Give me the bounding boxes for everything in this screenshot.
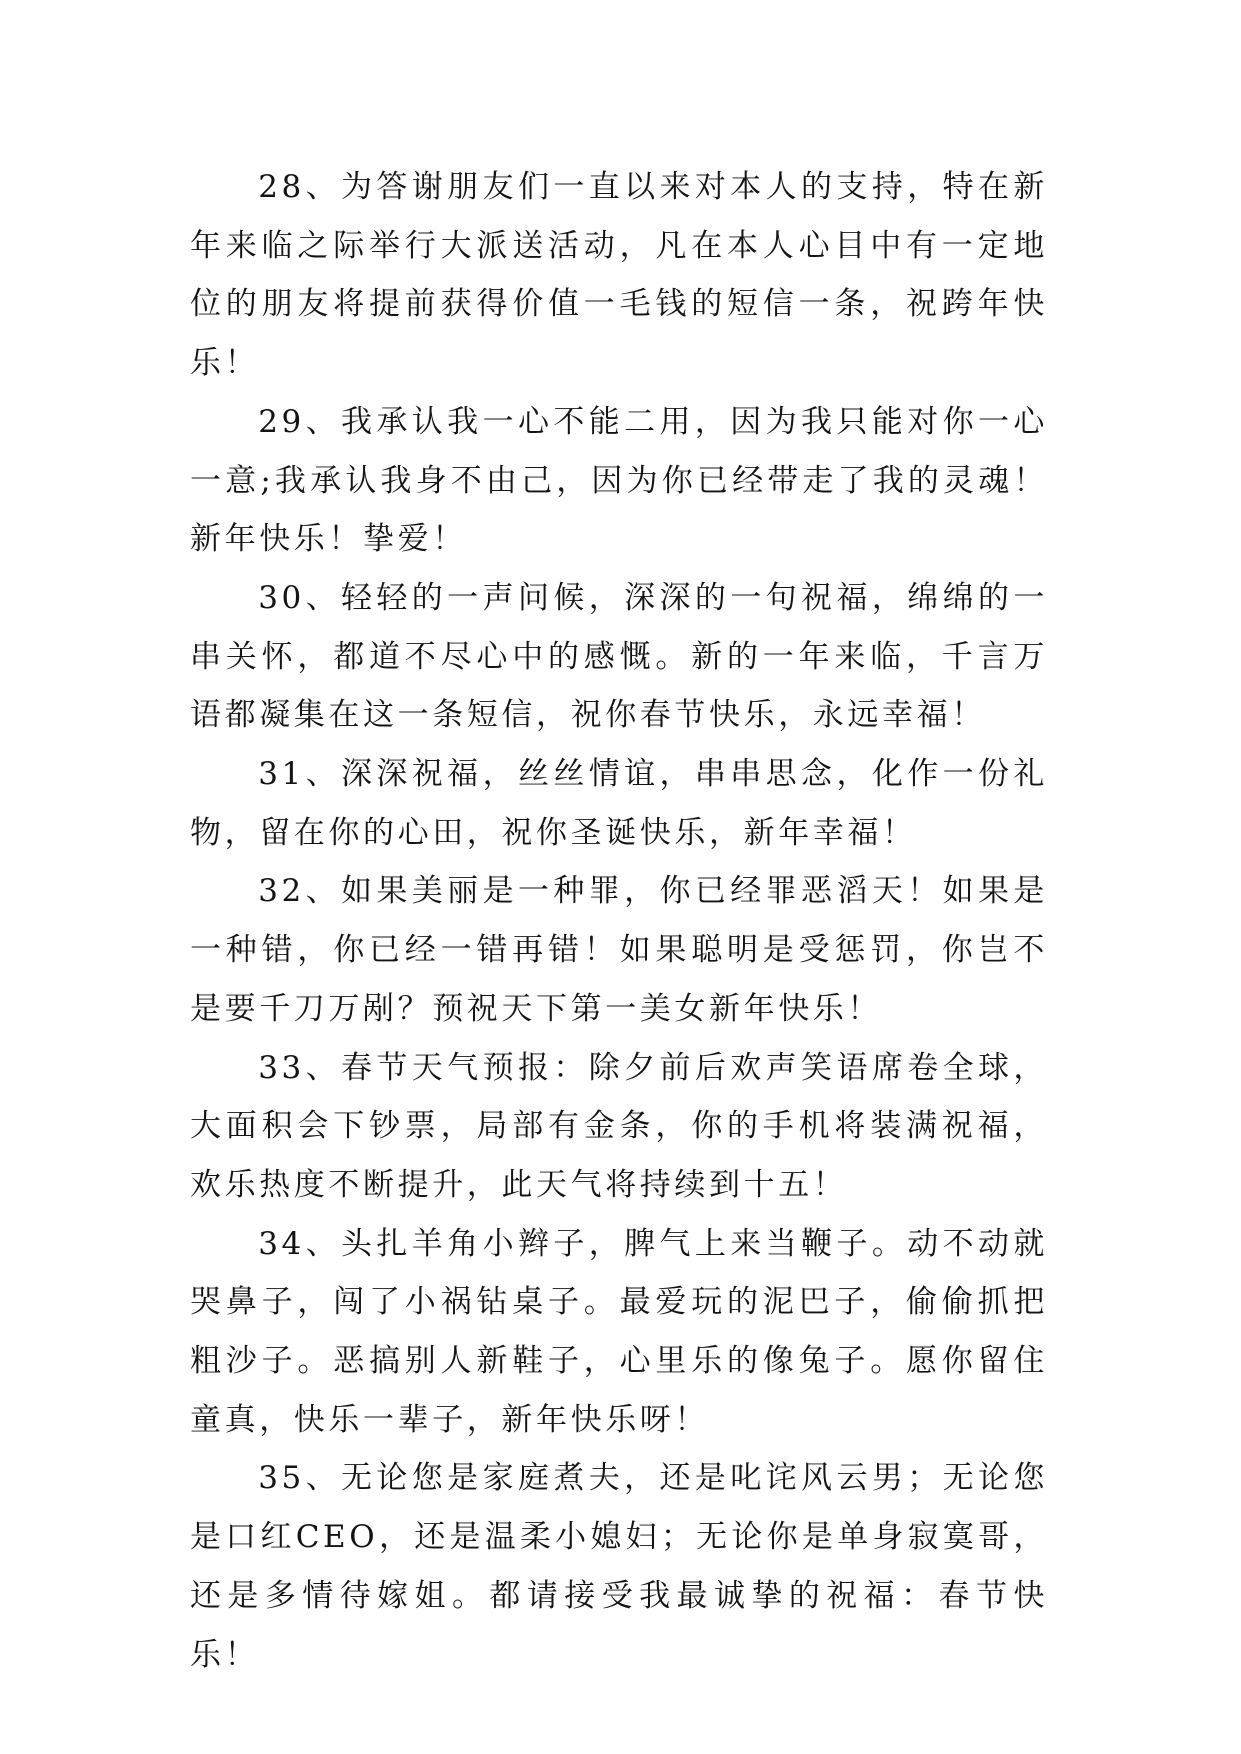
paragraph-35: 35、无论您是家庭煮夫，还是叱诧风云男；无论您是口红CEO，还是温柔小媳妇；无论你是单身寂寞哥，还是多情待嫁姐。都请接受我最诚挚的祝福：春节快乐！ bbox=[190, 1460, 1048, 1673]
paragraph-30: 30、轻轻的一声问候，深深的一句祝福，绵绵的一串关怀，都道不尽心中的感慨。新的一年来临，千言万语都凝集在这一条短信，祝你春节快乐，永远幸福！ bbox=[190, 579, 1048, 734]
paragraph-34: 34、头扎羊角小辫子，脾气上来当鞭子。动不动就哭鼻子，闯了小祸钻桌子。最爱玩的泥巴子，偷偷抓把粗沙子。恶搞别人新鞋子，心里乐的像兔子。愿你留住童真，快乐一辈子，新年快乐呀！ bbox=[190, 1225, 1048, 1438]
paragraph-29: 29、我承认我一心不能二用，因为我只能对你一心一意;我承认我身不由己，因为你已经带走了我的灵魂！新年快乐！挚爱！ bbox=[190, 403, 1048, 558]
document-body bbox=[190, 158, 1048, 1684]
paragraph-28: 28、为答谢朋友们一直以来对本人的支持，特在新年来临之际举行大派送活动，凡在本人心目中有一定地位的朋友将提前获得价值一毛钱的短信一条，祝跨年快乐！ bbox=[190, 169, 1048, 382]
paragraph-31: 31、深深祝福，丝丝情谊，串串思念，化作一份礼物，留在你的心田，祝你圣诞快乐，新年幸福！ bbox=[190, 756, 1048, 851]
paragraph-32: 32、如果美丽是一种罪，你已经罪恶滔天！如果是一种错，你已经一错再错！如果聪明是受惩罚，你岂不是要千刀万剐？预祝天下第一美女新年快乐！ bbox=[190, 873, 1048, 1027]
paragraph-33: 33、春节天气预报：除夕前后欢声笑语席卷全球，大面积会下钞票，局部有金条，你的手机将装满祝福，欢乐热度不断提升，此天气将持续到十五！ bbox=[190, 1049, 1048, 1203]
